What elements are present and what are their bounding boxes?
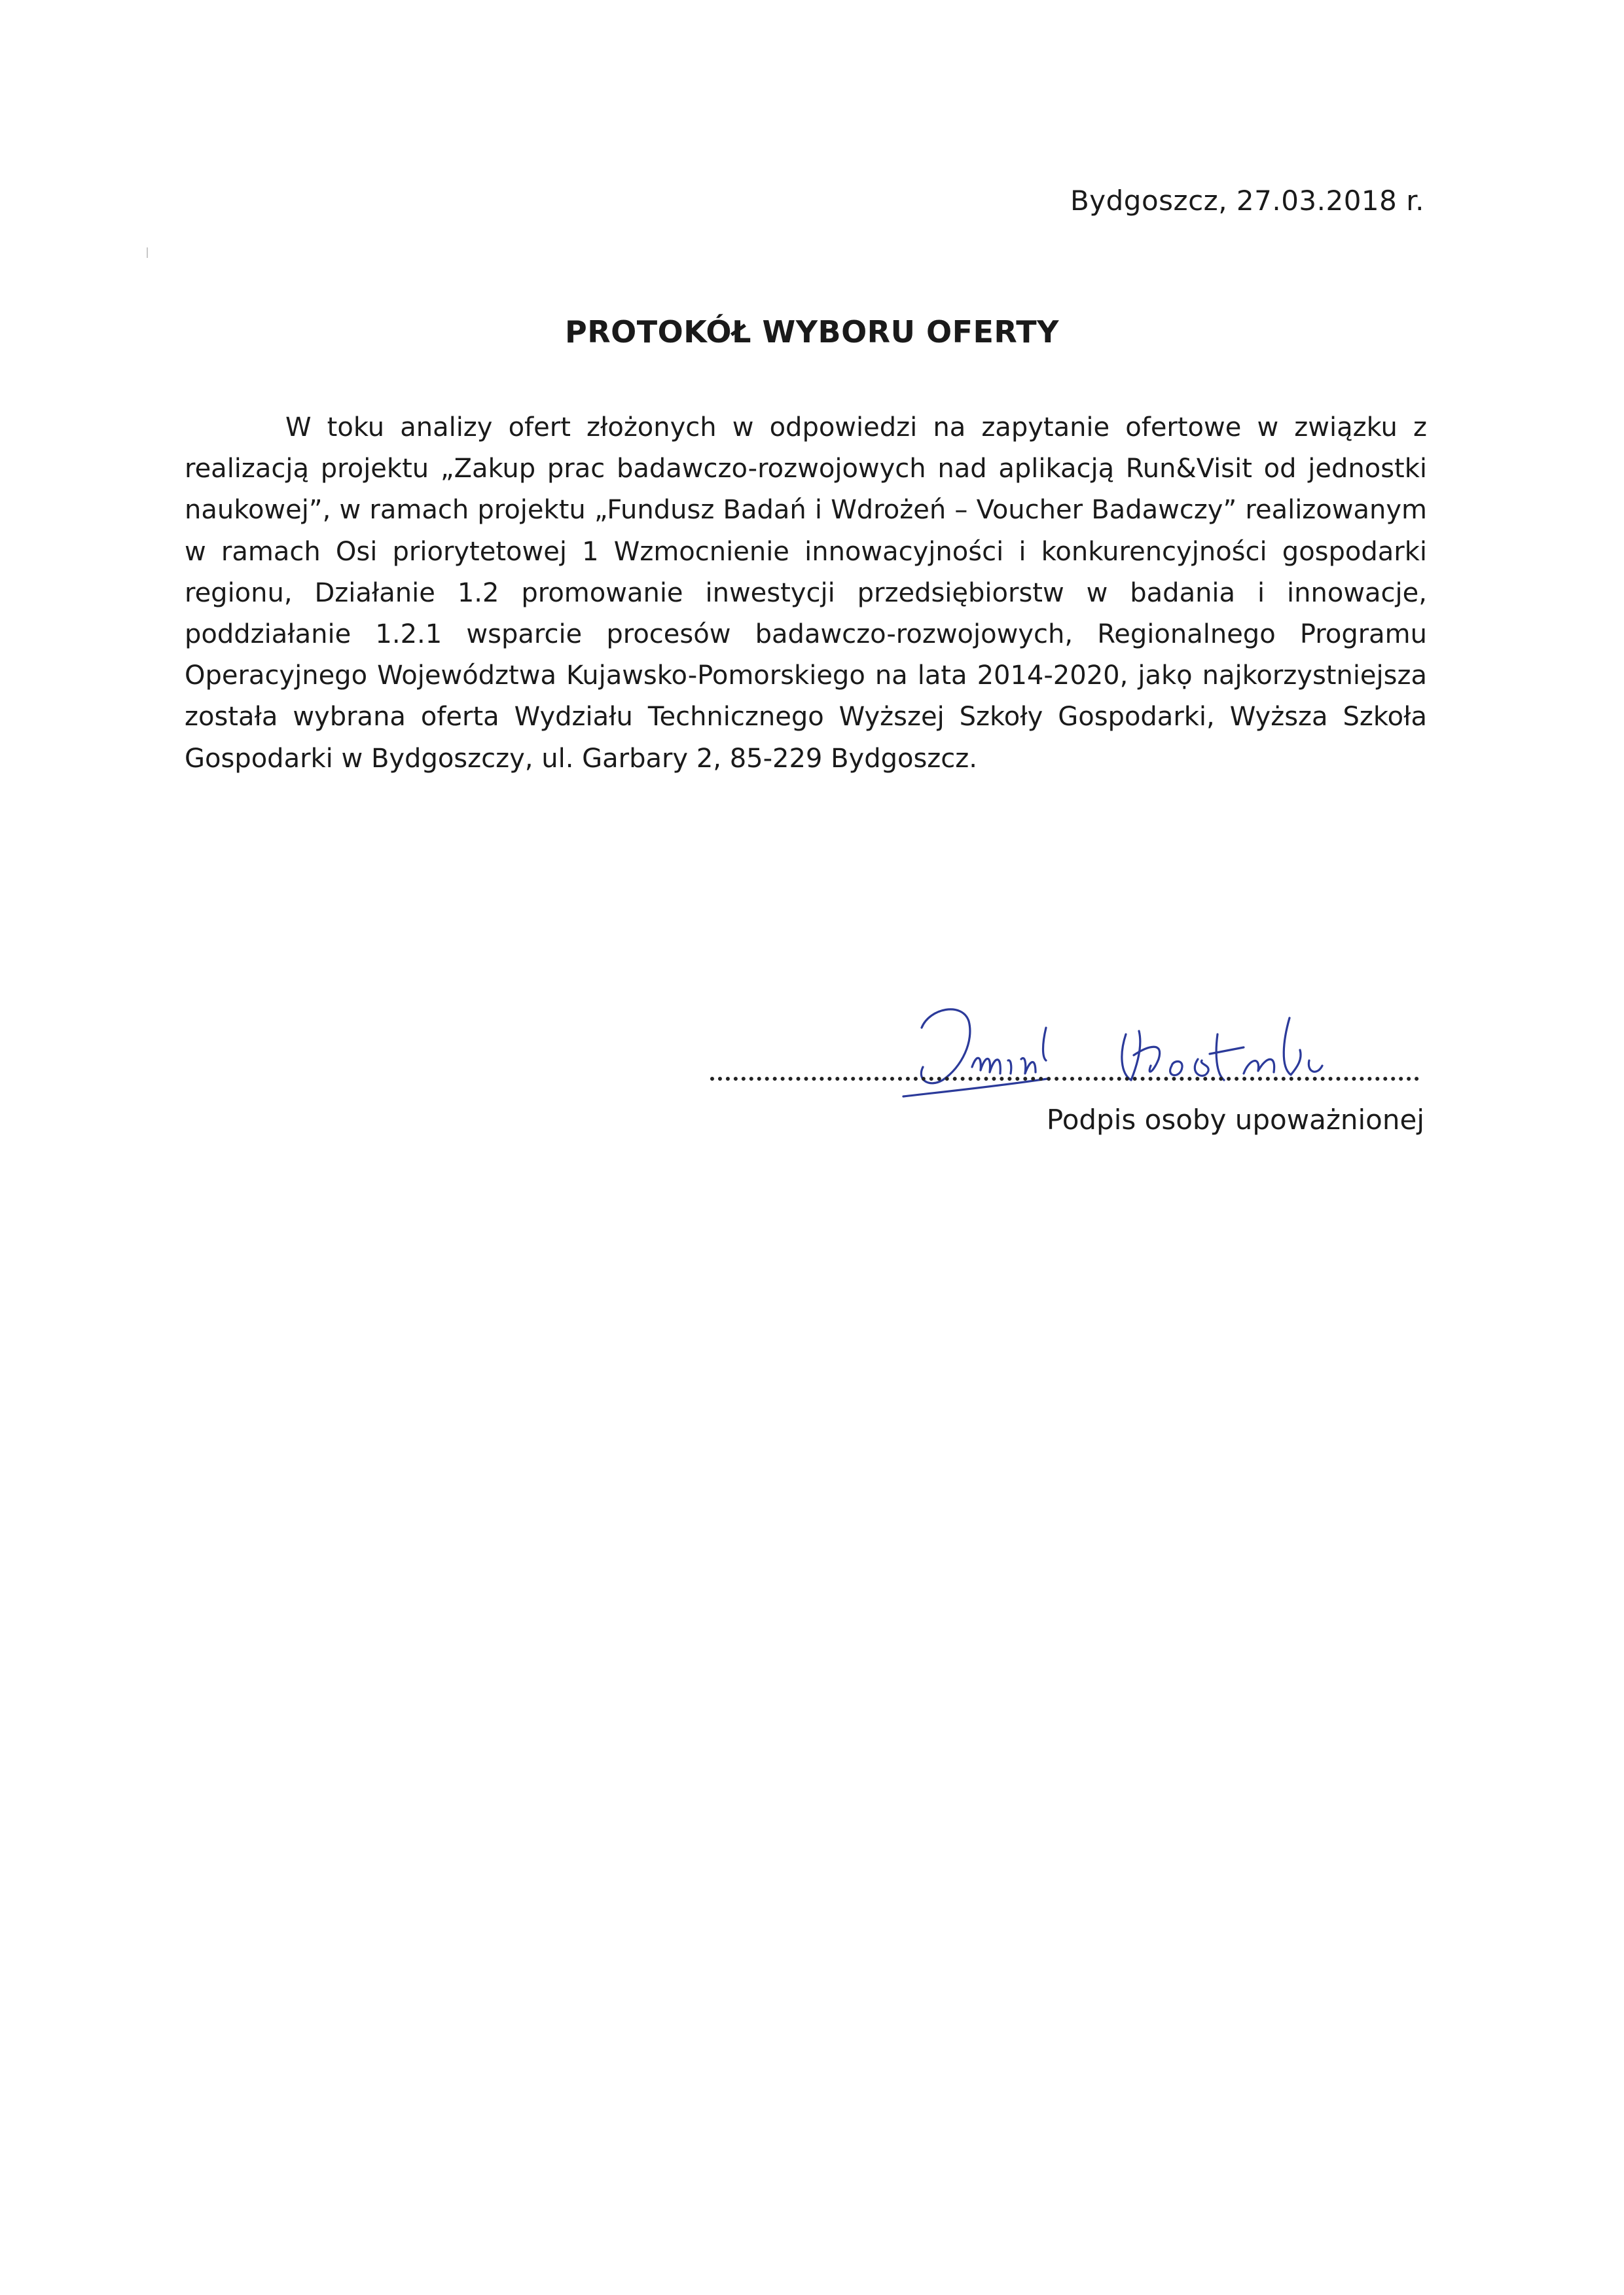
body-paragraph: W toku analizy ofert złożonych w odpowiedzi na zapytanie ofertowe w związku z realizacją projektu „Zakup prac badawczo-rozwojowych nad aplikacją Run&Visit od jednostki naukowej”, w ramach projektu „Fundusz Badań i Wdrożeń – Voucher Badawczy” realizowanym w ramach Osi priorytetowej 1 Wzmocnienie innowacyjności i konkurencyjności gospodarki regionu, Działanie 1.2 promowanie inwestycji przedsiębiorstw w badania i innowacje, poddziałanie 1.2.1 wsparcie procesów badawczo-rozwojowych, Regionalnego Programu Operacyjnego Województwa Kujawsko-Pomorskiego na lata 2014-2020, jakọ najkorzystniejsza została wybrana oferta Wydziału Technicznego Wyższej Szkoły Gospodarki, Wyższa Szkoła Gospodarki w Bydgoszczy, ul. Garbary 2, 85-229 Bydgoszcz.: [185, 412, 1427, 774]
signature-caption: Podpis osoby upoważnionej: [1046, 1104, 1424, 1136]
document-title: PROTOKÓŁ WYBORU OFERTY: [565, 314, 1059, 350]
signature-line: [710, 1077, 1419, 1081]
scan-mark: [147, 247, 148, 258]
place-and-date: Bydgoszcz, 27.03.2018 r.: [1070, 185, 1424, 217]
handwritten-signature: [890, 982, 1388, 1113]
